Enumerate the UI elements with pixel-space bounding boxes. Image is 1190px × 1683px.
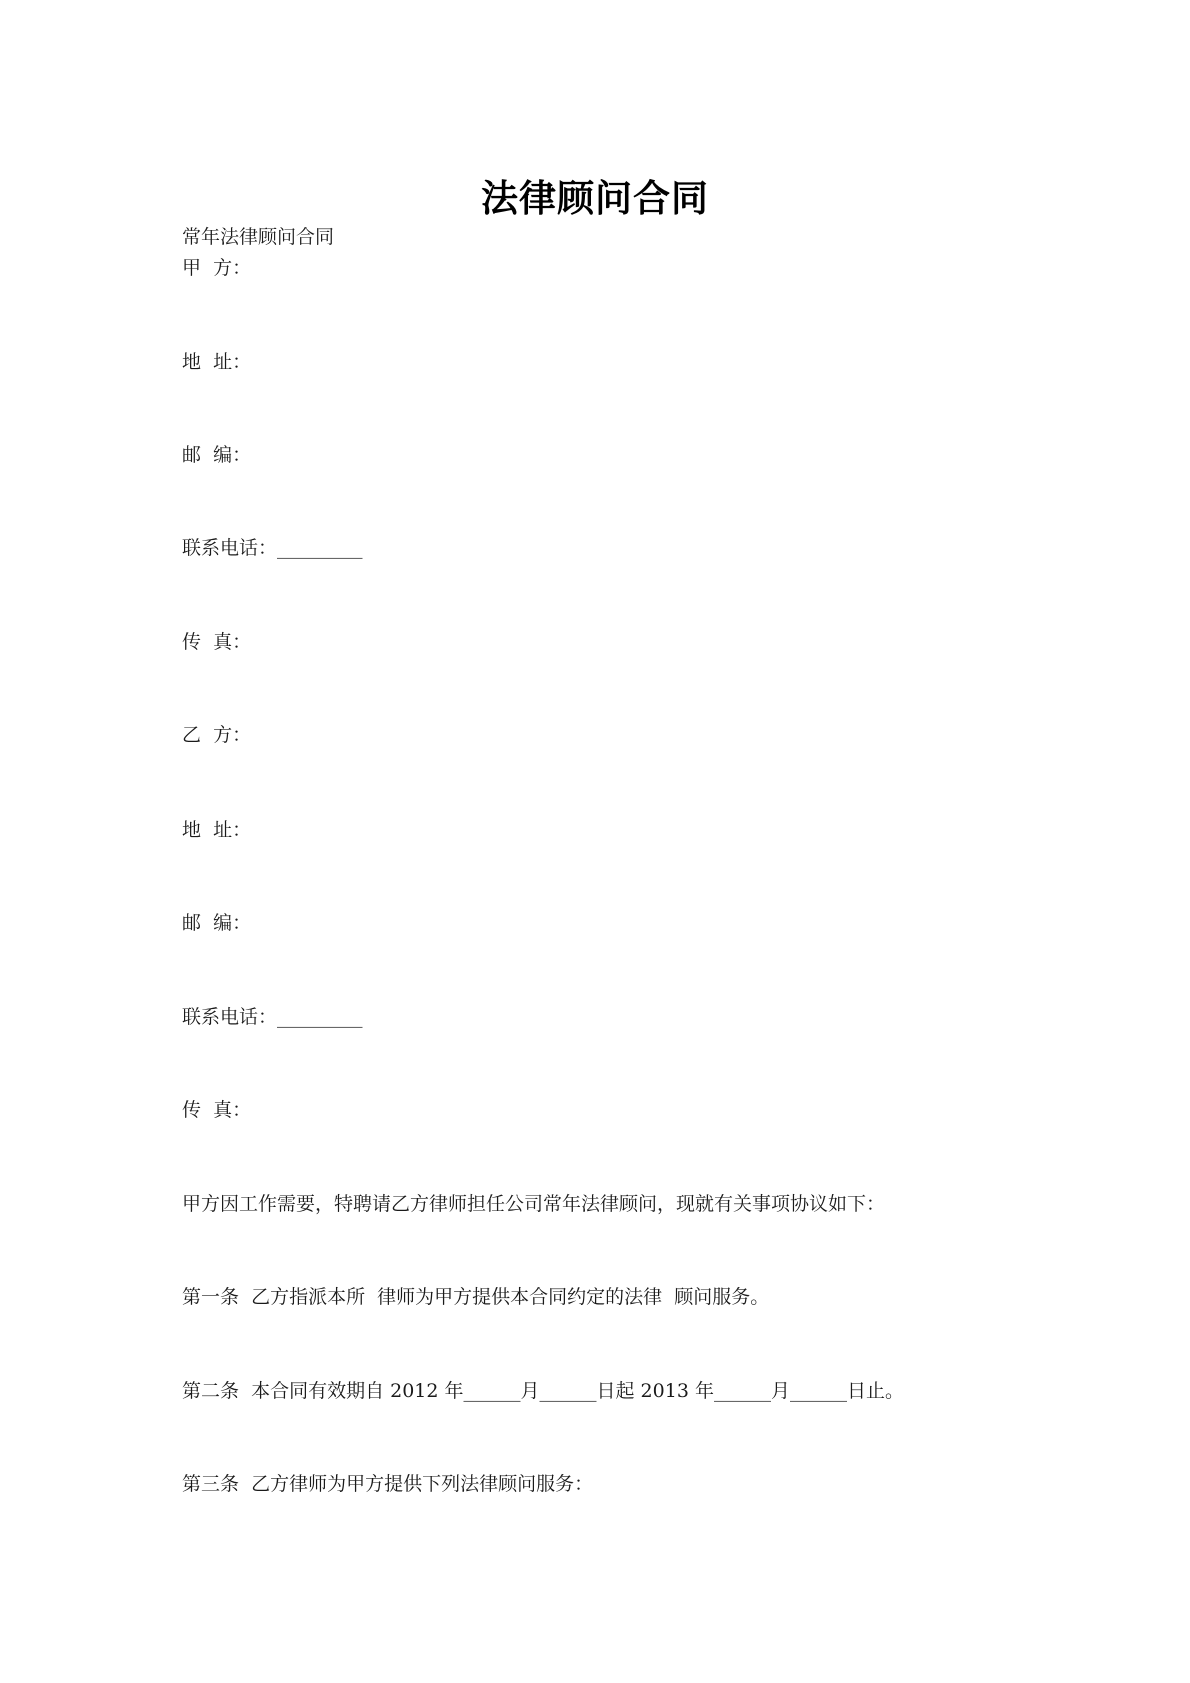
article-1: 第一条 乙方指派本所 律师为甲方提供本合同约定的法律 顾问服务。 (182, 1286, 770, 1308)
party-a-phone-blank: _________ (277, 537, 363, 559)
party-a-address-label: 地 址： (182, 351, 252, 373)
document-title: 法律顾问合同 (481, 177, 709, 220)
party-b-phone-row (182, 1005, 363, 1029)
party-b-name-label: 乙 方： (182, 724, 252, 746)
party-b-postcode-label: 邮 编： (182, 912, 252, 934)
party-b-address-label: 地 址： (182, 819, 252, 841)
article-2: 第二条 本合同有效期自 2012 年______月______日起 2013 年______月______日止。 (182, 1380, 904, 1402)
party-a-postcode-label: 邮 编： (182, 444, 252, 466)
party-a-phone-row (182, 536, 363, 560)
party-a-fax-label: 传 真： (182, 631, 252, 653)
document-subtitle: 常年法律顾问合同 (182, 226, 335, 248)
party-b-fax-label: 传 真： (182, 1099, 252, 1121)
party-b-phone-label: 联系电话： (182, 1006, 278, 1028)
party-a-phone-label: 联系电话： (182, 537, 278, 559)
party-b-phone-blank: _________ (277, 1006, 363, 1028)
intro-paragraph: 甲方因工作需要，特聘请乙方律师担任公司常年法律顾问，现就有关事项协议如下： (182, 1193, 886, 1215)
article-3: 第三条 乙方律师为甲方提供下列法律顾问服务： (182, 1473, 594, 1495)
party-a-name-label: 甲 方： (182, 257, 252, 279)
